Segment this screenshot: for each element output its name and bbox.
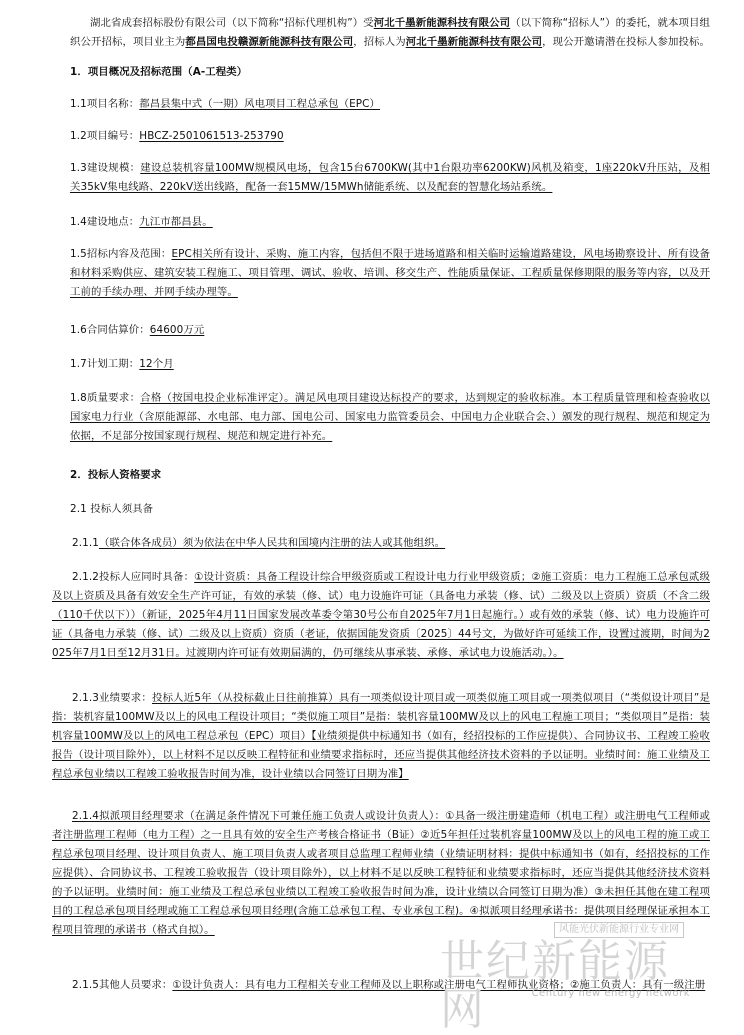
item-label: 2.1.5其他人员要求： bbox=[72, 979, 173, 991]
intro-text-1: 湖北省成套招标股份有限公司（以下简称“招标代理机构”）受 bbox=[90, 17, 374, 29]
item-label: 1.5招标内容及范围： bbox=[70, 248, 172, 260]
item-label: 1.1项目名称： bbox=[70, 98, 140, 110]
item-label: 1.8质量要求： bbox=[70, 392, 141, 404]
item-2-1-1 bbox=[52, 534, 710, 553]
item-value: EPC相关所有设计、采购、施工内容，包括但不限于进场道路和相关临时运输道路建设，风电场勘察设计、所有设备和材料采购供应、建筑安装工程施工、项目管理、调试、验收、培训、移交生产、性能质量保证、工程质量保修期限的服务等内容，以及开工前的手续办理、并网手续办理等。 bbox=[70, 248, 711, 298]
item-value: HBCZ-2501061513-253790 bbox=[139, 130, 284, 142]
intro-text-4: ，现公开邀请潜在投标人参加投标。 bbox=[542, 36, 710, 48]
item-label: 1.4建设地点： bbox=[70, 216, 140, 228]
intro-text-3: ，招标人为 bbox=[353, 36, 406, 48]
item-value: 九江市都昌县。 bbox=[139, 216, 213, 228]
item-label: 2.1.1 bbox=[72, 537, 99, 549]
item-2-1-5 bbox=[52, 976, 710, 995]
item-label: 1.6合同估算价： bbox=[70, 324, 150, 336]
item-label: 2.1.3业绩要求： bbox=[72, 692, 152, 704]
owner-name: 都昌国电投赣源新能源科技有限公司 bbox=[185, 36, 354, 48]
item-value: 建设总装机容量100MW规模风电场，包含15台6700KW(其中1台限功率6200KW)风机及箱变，1座220kV升压站，及相关35kV集电线路、220kV送出线路，配备一套15MW/15MWh储能系统、以及配套的智慧化场站系统。 bbox=[70, 162, 710, 193]
item-1-3 bbox=[70, 159, 710, 197]
watermark-logo-text: 世纪新能源网 bbox=[440, 936, 670, 1035]
item-label: 1.2项目编号： bbox=[70, 130, 140, 142]
item-2-1-2 bbox=[52, 568, 710, 663]
item-value: ①设计资质：具备工程设计综合甲级资质或工程设计电力行业甲级资质；②施工资质：电力工程施工总承包贰级及以上资质及具备有效安全生产许可证，有效的承装（修、试）电力设施许可证（具备电力承装（修、试）二级及以上资质）资质（不含二级（110千伏以下））（新证，2025年4月11日国家发展改革委令第30号公布自2025年7月1日起施行。）或有效的承装（修、试）电力设施许可证（具备电力承装（修、试）二级及以上资质）资质（老证，依据国能发资质〔2025〕44号文，为做好许可延续工作，设置过渡期，时间为2025年7月1日至12月31日。过渡期内许可证有效期届满的，仍可继续从事承装、承修、承试电力设施活动。）。 bbox=[52, 571, 710, 659]
item-1-7 bbox=[70, 355, 710, 374]
item-1-1 bbox=[70, 95, 710, 114]
item-value: 合格（按国电投企业标准评定）。满足风电项目建设达标投产的要求，达到规定的验收标准。本工程质量管理和检查验收以国家电力行业（含原能源部、水电部、电力部、国电公司、国家电力监管委员会、中国电力企业联合会、）颁发的现行规程、规范和规定为依据，不足部分按国家现行规程、规范和规定进行补充。 bbox=[70, 392, 711, 442]
item-value: 64600万元 bbox=[149, 324, 205, 336]
item-2-1-4 bbox=[52, 807, 710, 940]
intro-text-2: （以下简称“招标人”）的委托，就本项目组织公开招标，项目业主为 bbox=[70, 17, 710, 48]
item-2-1-3 bbox=[52, 689, 710, 784]
item-value: 都昌县集中式（一期）风电项目工程总承包（EPC） bbox=[139, 98, 380, 110]
item-1-2 bbox=[70, 127, 710, 146]
section-1-title: 1．项目概况及招标范围（A-工程类） bbox=[70, 66, 248, 78]
item-label: 2.1.4拟派项目经理要求（在满足条件情况下可兼任施工负责人或设计负责人）： bbox=[72, 810, 446, 822]
item-value: （联合体各成员）须为依法在中华人民共和国境内注册的法人或其他组织。 bbox=[98, 537, 446, 549]
client-name-2: 河北千墨新能源科技有限公司 bbox=[405, 36, 543, 48]
item-1-5 bbox=[70, 245, 710, 302]
item-value: 投标人近5年（从投标截止日往前推算）具有一项类似设计项目或一项类似施工项目或一项类似项目（“类似设计项目”是指：装机容量100MW及以上的风电工程设计项目；“类似施工项目”是指：装机容量100MW及以上的风电工程施工项目；“类似项目”是指：装机容量100MW及以上的风电工程总承包（EPC）项目）【业绩须提供中标通知书（如有，经招投标的工作应提供）、合同协议书、工程竣工验收报告（设计项目除外），以上材料不足以反映工程特征和业绩要求指标时，还应当提供其他经济技术资料的予以证明。业绩时间：施工业绩及工程总承包业绩以工程竣工验收报告时间为准，设计业绩以合同签订日期为准】 bbox=[52, 692, 711, 780]
watermark-english: Century new energy network bbox=[531, 988, 690, 999]
item-value: ①设计负责人：具有电力工程相关专业工程师及以上职称或注册电气工程师执业资格；②施工负责人：具有一级注册 bbox=[172, 979, 706, 991]
item-label: 1.3建设规模： bbox=[70, 162, 141, 174]
item-1-6 bbox=[70, 321, 710, 340]
item-1-8 bbox=[70, 389, 710, 446]
section-2-title: 2．投标人资格要求 bbox=[70, 469, 162, 481]
section-2-1-subtitle: 2.1 投标人须具备 bbox=[70, 503, 154, 515]
item-value: ①具备一级注册建造师（机电工程）或注册电气工程师或者注册监理工程师（电力工程）之一且具有效的安全生产考核合格证书（B证）②近5年担任过装机容量100MW及以上的风电工程的施工或工程总承包项目经理、设计项目负责人、施工项目负责人或者项目总监理工程师业绩（业绩证明材料：提供中标通知书（如有，经招投标的工作应提供）、合同协议书、工程竣工验收报告（设计项目除外），以上材料不足以反映工程特征和业绩要求指标时，还应当提供其他经济技术资料的予以证明。业绩时间：施工业绩及工程总承包业绩以工程竣工验收报告时间为准，设计业绩以合同签订日期为准）③未担任其他在建工程项目的工程总承包项目经理或施工工程总承包项目经理(含施工总承包工程、专业承包工程)。④拟派项目经理承诺书：提供项目经理保证承担本工程项目管理的承诺书（格式自拟）。 bbox=[52, 810, 711, 936]
item-1-4 bbox=[70, 213, 710, 232]
watermark-tagline: 风能光伏新能源行业专业网 bbox=[554, 922, 684, 938]
item-label: 2.1.2投标人应同时具备： bbox=[72, 571, 195, 583]
intro-paragraph bbox=[70, 14, 710, 52]
client-name: 河北千墨新能源科技有限公司 bbox=[373, 17, 511, 29]
item-label: 1.7计划工期： bbox=[70, 358, 140, 370]
item-value: 12个月 bbox=[139, 358, 174, 370]
